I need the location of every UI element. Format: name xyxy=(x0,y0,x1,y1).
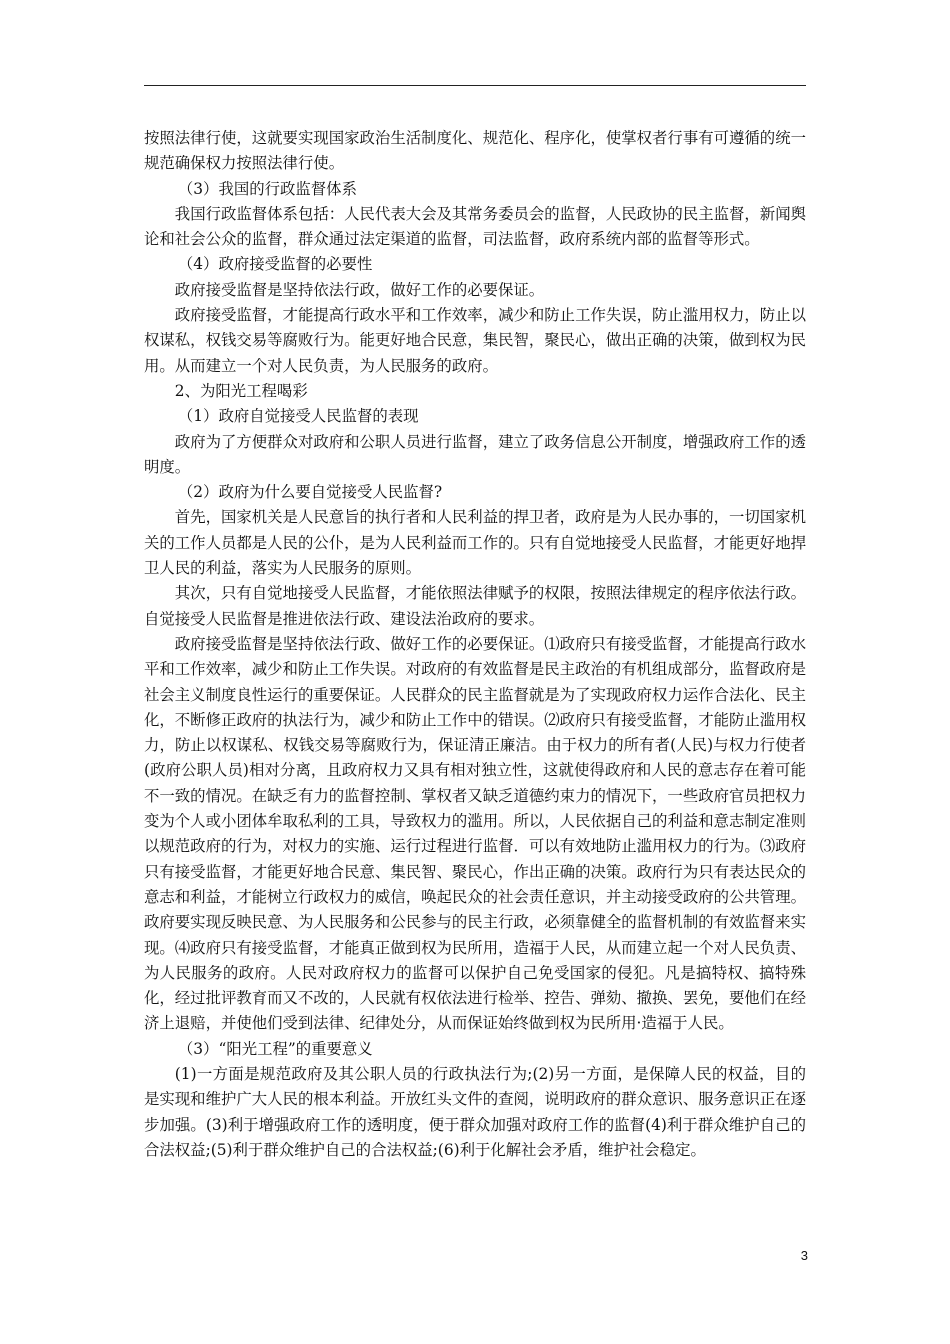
paragraph: 政府接受监督，才能提高行政水平和工作效率，减少和防止工作失误，防止滥用权力，防止以权谋私，权钱交易等腐败行为。能更好地合民意，集民智，聚民心，做出正确的决策，做到权为民用。从而建立一个对人民负责，为人民服务的政府。 xyxy=(144,306,806,375)
paragraph: 政府接受监督是坚持依法行政，做好工作的必要保证。 xyxy=(174,280,545,299)
paragraph: 按照法律行使，这就要实现国家政治生活制度化、规范化、程序化，使掌权者行事有可遵循的统一规范确保权力按照法律行使。 xyxy=(144,129,806,173)
section-heading: （3）我国的行政监督体系 xyxy=(177,179,357,198)
paragraph: 其次，只有自觉地接受人民监督，才能依照法律赋予的权限，按照法律规定的程序依法行政。自觉接受人民监督是推进依法行政、建设法治政府的要求。 xyxy=(144,584,806,628)
paragraph: (1)一方面是规范政府及其公职人员的行政执法行为;(2)另一方面，是保障人民的权益，目的是实现和维护广大人民的根本利益。开放红头文件的查阅，说明政府的群众意识、服务意识正在逐步加强。(3)利于增强政府工作的透明度，便于群众加强对政府工作的监督(4)利于群众维护自己的合法权益;(5)利于群众维护自己的合法权益;(6)利于化解社会矛盾，维护社会稳定。 xyxy=(144,1064,806,1159)
section-heading: （1）政府自觉接受人民监督的表现 xyxy=(177,407,419,426)
section-heading: （3）“阳光工程”的重要意义 xyxy=(177,1039,373,1058)
section-heading: （2）政府为什么要自觉接受人民监督? xyxy=(177,483,443,502)
document-body xyxy=(144,126,806,1163)
paragraph: 政府为了方便群众对政府和公职人员进行监督，建立了政务信息公开制度，增强政府工作的透明度。 xyxy=(144,432,806,476)
paragraph: 首先，国家机关是人民意旨的执行者和人民利益的捍卫者，政府是为人民办事的，一切国家机关的工作人员都是人民的公仆，是为人民利益而工作的。只有自觉地接受人民监督，才能更好地捍卫人民的利益，落实为人民服务的原则。 xyxy=(144,508,806,578)
section-heading: （4）政府接受监督的必要性 xyxy=(177,255,373,274)
paragraph: 政府接受监督是坚持依法行政、做好工作的必要保证。⑴政府只有接受监督，才能提高行政水平和工作效率，减少和防止工作失误。对政府的有效监督是民主政治的有机组成部分，监督政府是社会主义制度良性运行的重要保证。人民群众的民主监督就是为了实现政府权力运作合法化、民主化，不断修正政府的执法行为，减少和防止工作中的错误。⑵政府只有接受监督，才能防止滥用权力，防止以权谋私、权钱交易等腐败行为，保证清正廉洁。由于权力的所有者(人民)与权力行使者(政府公职人员)相对分离，且政府权力又具有相对独立性，这就使得政府和人民的意志存在着可能不一致的情况。在缺乏有力的监督控制、掌权者又缺乏道德约束力的情况下，一些政府官员把权力变为个人或小团体牟取私利的工具，导致权力的滥用。所以，人民依据自己的利益和意志制定准则以规范政府的行为，对权力的实施、运行过程进行监督．可以有效地防止滥用权力的行为。⑶政府只有接受监督，才能更好地合民意、集民智、聚民心，作出正确的决策。政府行为只有表达民众的意志和利益，才能树立行政权力的威信，唤起民众的社会责任意识，并主动接受政府的公共管理。政府要实现反映民意、为人民服务和公民参与的民主行政，必须靠健全的监督机制的有效监督来实现。⑷政府只有接受监督，才能真正做到权为民所用，造福于人民，从而建立起一个对人民负责、为人民服务的政府。人民对政府权力的监督可以保护自己免受国家的侵犯。凡是搞特权、搞特殊化，经过批评教育而又不改的，人民就有权依法进行检举、控告、弹劾、撤换、罢免，要他们在经济上退赔，并使他们受到法律、纪律处分，从而保证始终做到权为民所用·造福于人民。 xyxy=(144,634,806,1033)
section-heading: 2、为阳光工程喝彩 xyxy=(174,381,308,400)
paragraph: 我国行政监督体系包括：人民代表大会及其常务委员会的监督，人民政协的民主监督，新闻舆论和社会公众的监督，群众通过法定渠道的监督，司法监督，政府系统内部的监督等形式。 xyxy=(144,204,806,249)
header-rule xyxy=(144,85,806,86)
page-number: 3 xyxy=(800,1248,808,1263)
